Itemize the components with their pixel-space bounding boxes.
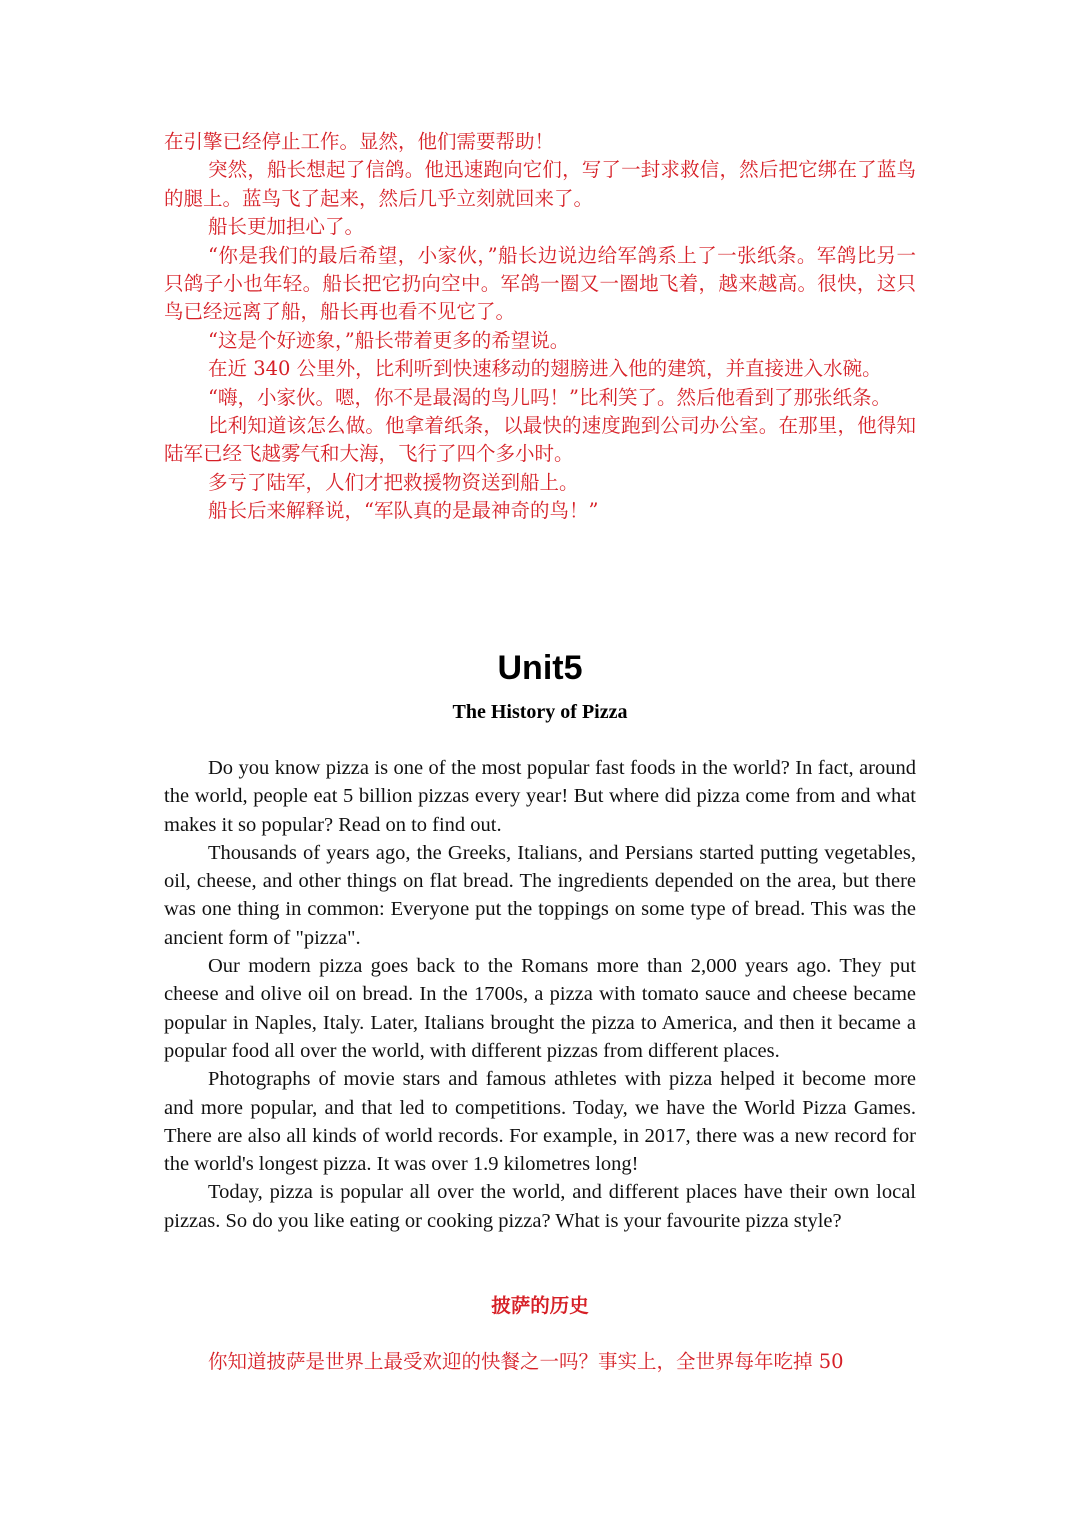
- cn-paragraph: 多亏了陆军，人们才把救援物资送到船上。: [208, 470, 579, 494]
- en-paragraph: Our modern pizza goes back to the Romans more than 2,000 years ago. They put cheese and olive oil on bread. In the 1700s, a pizza with tomato sauce and cheese became popular in Naples, Italy. Later, Italians brought the pizza to America, and then it became a popular food all over the world, with different pizzas from different places.: [164, 955, 916, 1062]
- chinese-translation-title: 披萨的历史: [491, 1294, 589, 1317]
- en-paragraph: Today, pizza is popular all over the world, and different places have their own local pizzas. So do you like eating or cooking pizza? What is your favourite pizza style?: [164, 1181, 916, 1232]
- en-paragraph: Photographs of movie stars and famous athletes with pizza helped it become more and more popular, and that led to competitions. Today, we have the World Pizza Games. There are also all kinds of world records. For example, in 2017, there was a new record for the world's longest pizza. It was over 1.9 kilometres long!: [164, 1068, 916, 1176]
- cn-paragraph: “嗨，小家伙。嗯，你不是最渴的鸟儿吗！”比利笑了。然后他看到了那张纸条。: [208, 385, 891, 409]
- cn-paragraph: “你是我们的最后希望，小家伙，”船长边说边给军鸽系上了一张纸条。军鸽比另一只鸽子小也年轻。船长把它扔向空中。军鸽一圈又一圈地飞着，越来越高。很快，这只鸟已经远离了船，船长再也看不见它了。: [164, 243, 916, 324]
- unit-title: Unit5: [497, 649, 583, 687]
- en-paragraph: Thousands of years ago, the Greeks, Italians, and Persians started putting vegetables, oil, cheese, and other things on flat bread. The ingredients depended on the area, but there was one thing in common: Everyone put the toppings on some type of bread. This was the ancient form of "pizza".: [164, 841, 916, 949]
- chinese-translation-first-line: 你知道披萨是世界上最受欢迎的快餐之一吗？事实上，全世界每年吃掉 50: [208, 1350, 844, 1373]
- cn-paragraph: 船长后来解释说，“军队真的是最神奇的鸟！”: [208, 499, 599, 523]
- english-passage: [164, 754, 916, 1235]
- cn-paragraph: “这是个好迹象，”船长带着更多的希望说。: [208, 328, 570, 352]
- chinese-story-translation: [164, 128, 916, 526]
- cn-paragraph: 在引擎已经停止工作。显然，他们需要帮助！: [164, 130, 555, 153]
- en-paragraph: Do you know pizza is one of the most popular fast foods in the world? In fact, around the world, people eat 5 billion pizzas every year! But where did pizza come from and what makes it so popular? Read on to find out.: [164, 757, 916, 836]
- document-page: [164, 128, 916, 1373]
- cn-paragraph: 比利知道该怎么做。他拿着纸条，以最快的速度跑到公司办公室。在那里，他得知陆军已经飞越雾气和大海，飞行了四个多小时。: [164, 414, 916, 466]
- cn-paragraph: 突然，船长想起了信鸽。他迅速跑向它们，写了一封求救信，然后把它绑在了蓝鸟的腿上。蓝鸟飞了起来，然后几乎立刻就回来了。: [164, 158, 916, 210]
- cn-paragraph: 船长更加担心了。: [208, 215, 365, 239]
- cn-paragraph: 在近 340 公里外，比利听到快速移动的翅膀进入他的建筑，并直接进入水碗。: [208, 357, 882, 381]
- lesson-title: The History of Pizza: [452, 701, 628, 723]
